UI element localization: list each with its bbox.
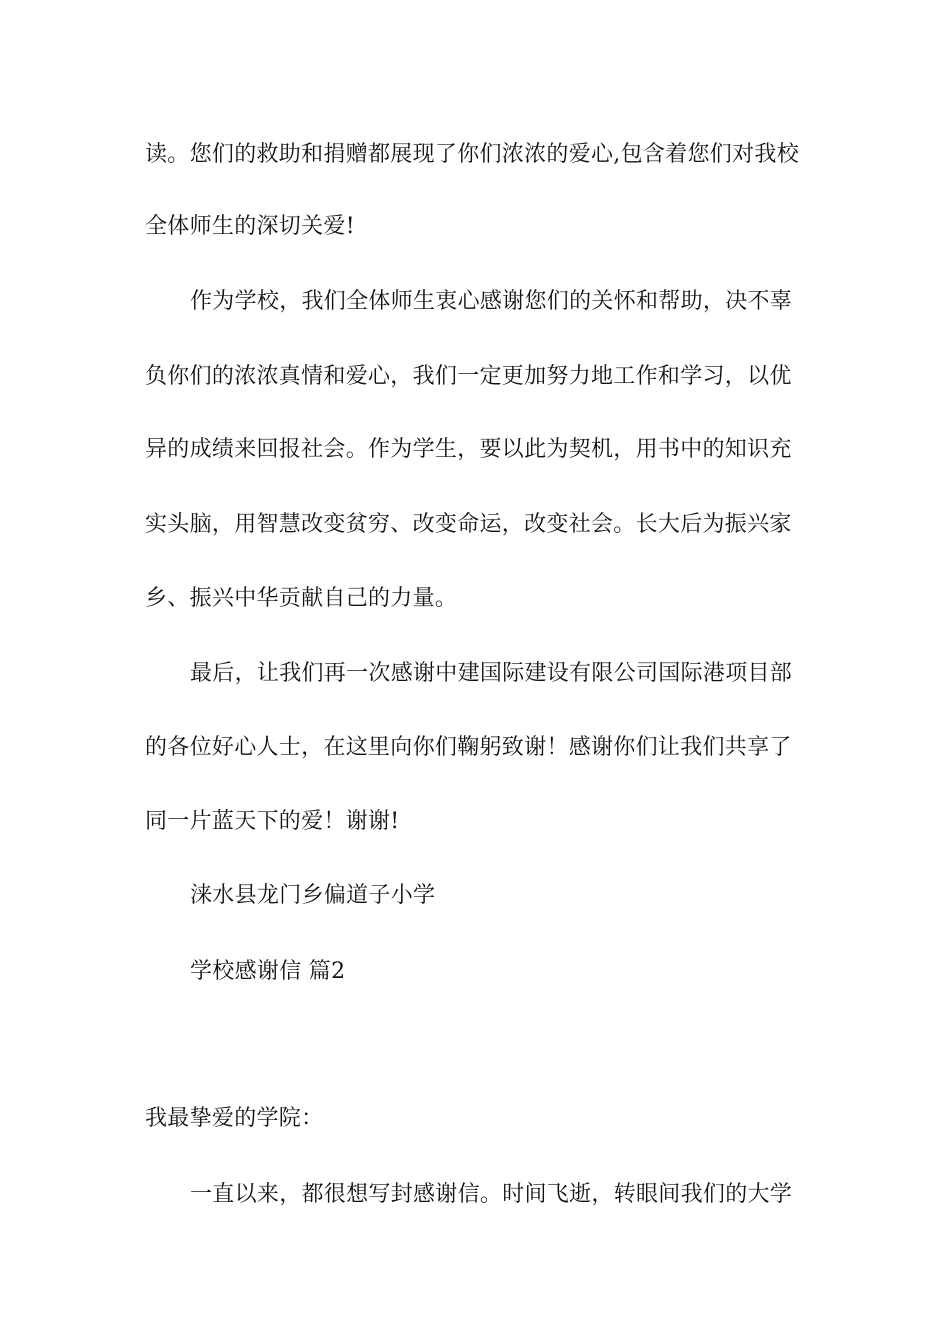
salutation: 我最挚爱的学院： (145, 1106, 324, 1131)
paragraph-line: 全体师生的深切关爱! (145, 214, 355, 239)
paragraph-line: 异的成绩来回报社会。作为学生，要以此为契机，用书中的知识充 (145, 437, 792, 462)
paragraph-line: 一直以来，都很想写封感谢信。时间飞逝，转眼间我们的大学 (190, 1182, 793, 1207)
paragraph-line: 读。您们的救助和捐赠都展现了你们浓浓的爱心,包含着您们对我校 (145, 142, 799, 167)
section-heading: 学校感谢信 篇2 (190, 959, 346, 984)
paragraph-line: 的各位好心人士，在这里向你们鞠躬致谢！感谢你们让我们共享了 (145, 735, 792, 760)
paragraph-line: 作为学校，我们全体师生衷心感谢您们的关怀和帮助，决不辜 (190, 289, 793, 314)
paragraph-line: 实头脑，用智慧改变贫穷、改变命运，改变社会。长大后为振兴家 (145, 512, 792, 537)
paragraph-line: 负你们的浓浓真情和爱心，我们一定更加努力地工作和学习，以优 (145, 364, 792, 389)
paragraph-line: 乡、振兴中华贡献自己的力量。 (145, 586, 458, 611)
signature-school-name: 涞水县龙门乡偏道子小学 (190, 883, 436, 908)
paragraph-line: 同一片蓝天下的爱！谢谢! (145, 809, 400, 834)
paragraph-line: 最后，让我们再一次感谢中建国际建设有限公司国际港项目部 (190, 661, 793, 686)
